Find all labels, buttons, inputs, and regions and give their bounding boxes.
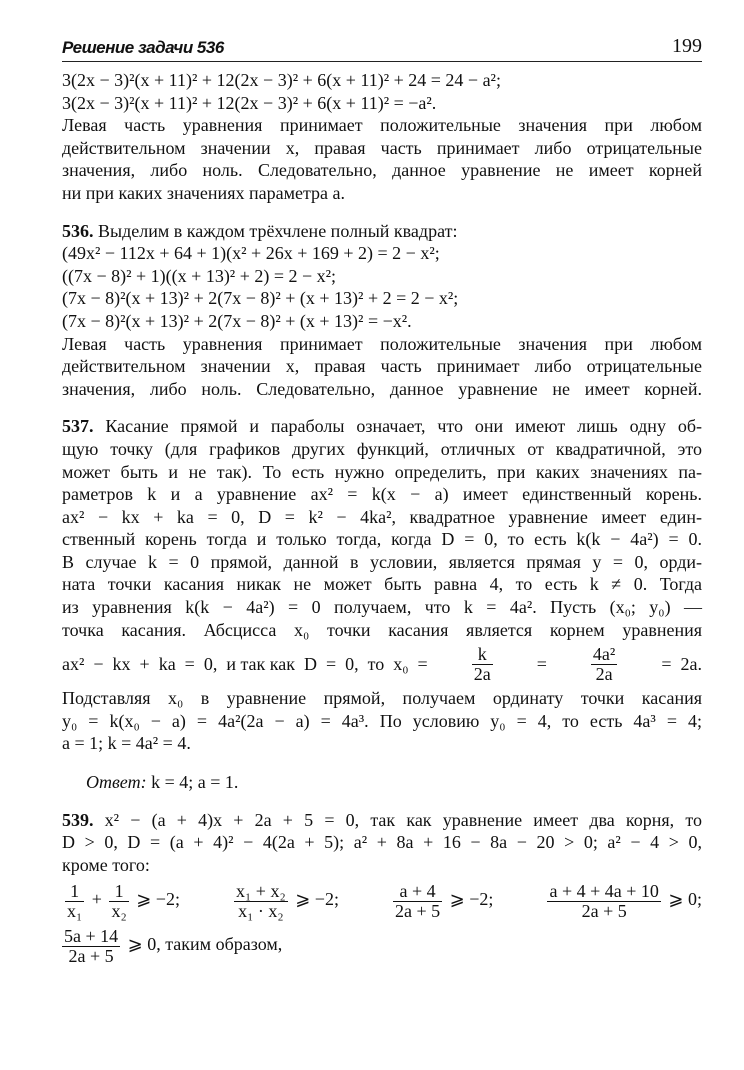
text-line: Левая часть уравнения принимает положительные значения при любом <box>62 333 702 354</box>
equation-line: (7x − 8)²(x + 13)² + 2(7x − 8)² + (x + 13)² = −x². <box>62 310 412 331</box>
text-line: из уравнения k(k − 4a²) = 0 получаем, что k = 4a². Пусть (x₀; y₀) — <box>62 597 702 618</box>
denominator: 2a + 5 <box>395 900 441 921</box>
fraction <box>62 927 120 966</box>
text-line <box>62 809 702 832</box>
denominator: 2a <box>595 663 613 684</box>
text-line: действительном значении x, правая часть принимает либо отрицательные <box>62 356 702 377</box>
inequality-group <box>231 877 339 921</box>
relation: ⩾ −2; <box>295 889 339 910</box>
text-line: действительном значении x, правая часть принимает либо отрицательные <box>62 137 702 158</box>
text-line: значения, либо ноль. Следовательно, данное уравнение не имеет корней <box>62 160 702 181</box>
denominator: 2a + 5 <box>581 900 627 921</box>
text-line: значения, либо ноль. Следовательно, данное уравнение не имеет корней. <box>62 378 702 399</box>
equation-line: (7x − 8)²(x + 13)² + 2(7x − 8)² + (x + 13)² + 2 = 2 − x²; <box>62 288 459 309</box>
text-line: Подставляя x₀ в уравнение прямой, получаем ординату точки касания <box>62 688 702 709</box>
text-line: кроме того: <box>62 854 150 875</box>
page-number: 199 <box>672 35 702 57</box>
text-line: y₀ = k(x₀ − a) = 4a²(2a − a) = 4a³. По условию y₀ = 4, то есть 4a³ = 4; <box>62 710 702 731</box>
equation-line: 3(2x − 3)²(x + 11)² + 12(2x − 3)² + 6(x + 11)² = −a². <box>62 92 437 113</box>
denominator: 2a <box>473 663 491 684</box>
problem-number: 539. <box>62 809 94 830</box>
inequality-group <box>544 877 702 921</box>
equals-sign: = <box>536 654 547 675</box>
numerator: a + 4 <box>393 882 442 902</box>
intro-text: Выделим в каждом трёхчлене полный квадрат: <box>93 220 458 241</box>
text-line <box>62 220 702 243</box>
fraction-line <box>62 641 702 687</box>
first-line-text: Касание прямой и параболы означает, что они имеют лишь одну об- <box>93 416 702 437</box>
relation: ⩾ 0; <box>668 889 702 910</box>
problem-number: 537. <box>62 416 94 437</box>
denominator: x₂ <box>111 900 127 921</box>
solution-539 <box>62 809 702 969</box>
text-line: ax² − kx + ka = 0, D = k² − 4ka², квадратное уравнение имеет един- <box>62 506 702 527</box>
relation: ⩾ −2; <box>449 889 494 910</box>
equation-line: 3(2x − 3)²(x + 11)² + 12(2x − 3)² + 6(x + 11)² + 24 = 24 − a²; <box>62 70 501 90</box>
fraction <box>234 882 288 921</box>
numerator: 1 <box>65 882 84 902</box>
fraction <box>65 882 84 921</box>
inequality-group <box>390 877 493 921</box>
text-line <box>62 415 702 438</box>
previous-solution-end <box>62 69 702 205</box>
text-line: В случае k = 0 прямой, данной в условии, является прямая y = 0, орди- <box>62 551 702 572</box>
inequality-group <box>62 877 180 921</box>
fraction-tail: = 2a. <box>661 654 702 675</box>
fraction <box>393 882 442 921</box>
text-line: Левая часть уравнения принимает положительные значения при любом <box>62 115 702 136</box>
text-line: ни при каких значениях параметра a. <box>62 182 346 203</box>
fraction <box>109 882 128 921</box>
text-line: точка касания. Абсцисса x₀ точки касания является корнем уравнения <box>62 619 702 640</box>
denominator: x₁ <box>67 900 83 921</box>
text-line: ната точки касания никак не может быть равна 4, то есть k ≠ 0. Тогда <box>62 574 702 595</box>
text-line: раметров k и a уравнение ax² = k(x − a) имеет единственный корень. <box>62 484 702 505</box>
answer-label: Ответ: <box>86 772 147 793</box>
running-title: Решение задачи 536 <box>62 38 224 57</box>
fraction <box>591 645 617 684</box>
denominator: 2a + 5 <box>68 945 114 966</box>
numerator: 1 <box>109 882 128 902</box>
text-line: a = 1; k = 4a² = 4. <box>62 733 191 754</box>
fraction-lead: ax² − kx + ka = 0, и так как D = 0, то x₀ = <box>62 654 428 675</box>
book-page <box>62 34 702 968</box>
final-text: ⩾ 0, таким образом, <box>123 934 283 955</box>
solution-536 <box>62 220 702 401</box>
text-line: щую точку (для графиков других функций, отличных от квадратичной, это <box>62 438 702 459</box>
numerator: a + 4 + 4a + 10 <box>549 880 659 901</box>
final-line <box>62 922 702 968</box>
inequality-line <box>62 876 702 922</box>
first-line-text: x² − (a + 4)x + 2a + 5 = 0, так как уравнение имеет два корня, то <box>93 809 702 830</box>
problem-number: 536. <box>62 220 94 241</box>
solution-537 <box>62 415 702 793</box>
equation-line: ((7x − 8)² + 1)((x + 13)² + 2) = 2 − x²; <box>62 265 337 286</box>
denominator: x₁ · x₂ <box>238 900 284 921</box>
fraction <box>472 645 493 684</box>
fraction <box>547 882 660 921</box>
equation-line: (49x² − 112x + 64 + 1)(x² + 26x + 169 + 2) = 2 − x²; <box>62 243 440 264</box>
text-line: может быть и не так). То есть нужно определить, при каких значениях па- <box>62 461 702 482</box>
numerator: 4a² <box>592 643 616 664</box>
text-line: D > 0, D = (a + 4)² − 4(2a + 5); a² + 8a + 16 − 8a − 20 > 0; a² − 4 > 0, <box>62 832 702 853</box>
answer-line <box>86 771 702 794</box>
relation: ⩾ −2; <box>136 889 180 910</box>
answer-value: k = 4; a = 1. <box>146 772 239 793</box>
numerator: x₁ + x₂ <box>236 880 286 901</box>
numerator: 5a + 14 <box>64 925 119 946</box>
numerator: k <box>472 645 493 665</box>
text-line: ственный корень тогда и только тогда, когда D = 0, то есть k(k − 4a²) = 0. <box>62 529 702 550</box>
plus-sign: + <box>91 889 102 910</box>
running-header <box>62 34 702 62</box>
